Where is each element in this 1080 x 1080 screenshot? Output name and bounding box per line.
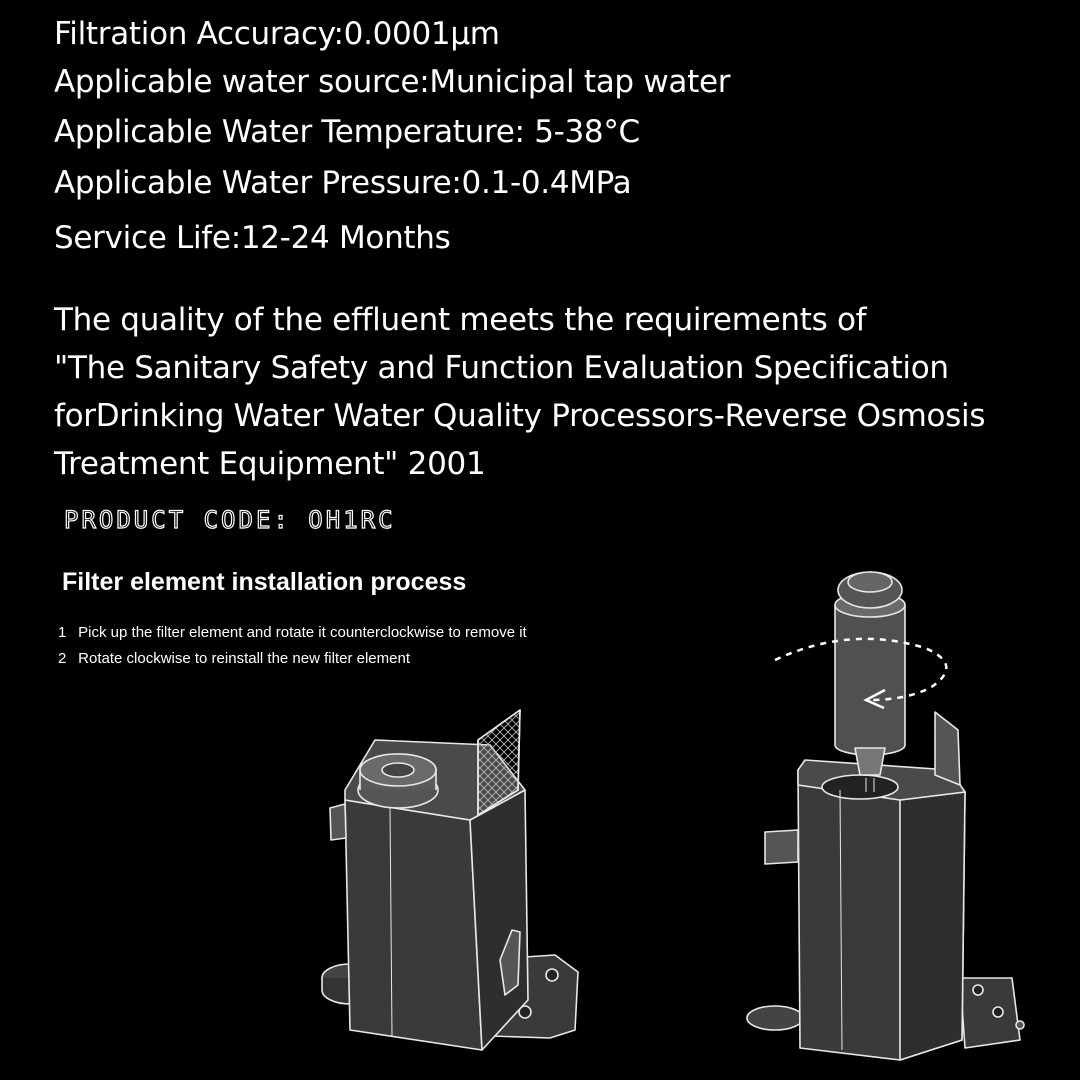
spec-water-pressure: Applicable Water Pressure:0.1-0.4MPa <box>54 165 632 201</box>
step-number: 2 <box>58 650 67 667</box>
step-text: Rotate clockwise to reinstall the new filter element <box>78 650 410 667</box>
spec-service-life: Service Life:12-24 Months <box>54 220 451 256</box>
standard-line: forDrinking Water Water Quality Processors-Reverse Osmosis <box>54 398 986 434</box>
spec-filtration-accuracy: Filtration Accuracy:0.0001μm <box>54 16 500 52</box>
spec-water-temperature: Applicable Water Temperature: 5-38°C <box>54 114 640 150</box>
product-code: PRODUCT CODE: OH1RC <box>64 506 396 534</box>
purifier-filter-removal-illustration <box>747 572 1024 1060</box>
purifier-with-filter-illustration <box>322 710 578 1050</box>
installation-title: Filter element installation process <box>62 568 467 596</box>
standard-line: Treatment Equipment" 2001 <box>54 446 486 482</box>
standard-line: "The Sanitary Safety and Function Evaluation Specification <box>54 350 949 386</box>
standard-line: The quality of the effluent meets the requirements of <box>54 302 867 338</box>
step-text: Pick up the filter element and rotate it counterclockwise to remove it <box>78 624 527 641</box>
step-number: 1 <box>58 624 67 641</box>
spec-water-source: Applicable water source:Municipal tap water <box>54 64 731 100</box>
